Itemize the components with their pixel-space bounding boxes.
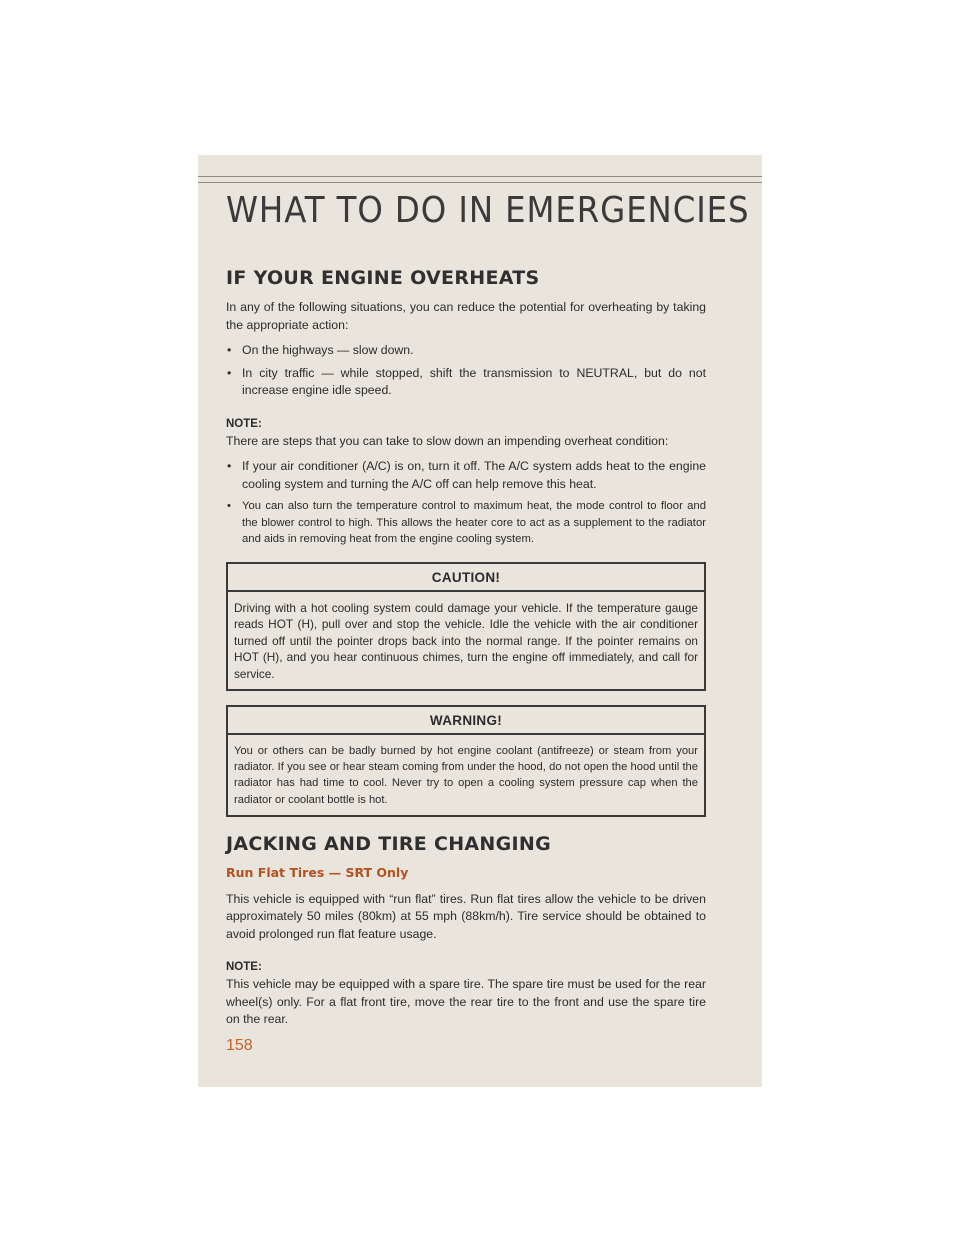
run-flat-paragraph: This vehicle is equipped with “run flat” tires. Run flat tires allow the vehicle to be driven approximately 50 miles (80km) at 55 mph (88km/h). Tire service should be obtained to avoid prolonged run flat feature usage. (226, 891, 706, 941)
list-item: • If your air conditioner (A/C) is on, turn it off. The A/C system adds heat to the engine cooling system and turning the A/C off can help remove this heat. (227, 459, 706, 491)
list-item: • On the highways — slow down. (227, 343, 414, 357)
manual-page (198, 155, 762, 1087)
warning-title: WARNING! (228, 707, 704, 735)
overheat-actions-list (226, 342, 706, 400)
header-rule-bottom (198, 182, 762, 183)
section-heading-overheats: IF YOUR ENGINE OVERHEATS (226, 267, 540, 289)
subheading-run-flat: Run Flat Tires — SRT Only (226, 864, 409, 880)
spare-tire-note: This vehicle may be equipped with a spare tire. The spare tire must be used for the rear wheel(s) only. For a flat front tire, move the rear tire to the front and use the spare tire on the rear. (226, 977, 706, 1027)
note-label: NOTE: (226, 417, 262, 430)
overheat-steps-list (226, 458, 706, 548)
page-number: 158 (226, 1037, 253, 1054)
section-heading-jacking: JACKING AND TIRE CHANGING (226, 832, 551, 855)
list-item: • You can also turn the temperature control to maximum heat, the mode control to floor and the blower control to high. This allows the heater core to act as a supplement to the radiator and aids in removing heat from the engine cooling system. (227, 500, 706, 545)
caution-text: Driving with a hot cooling system could damage your vehicle. If the temperature gauge reads HOT (H), pull over and stop the vehicle. Idle the vehicle with the air conditioner turned off until the pointer drops back into the normal range. If the pointer remains on HOT (H), and you hear continuous chimes, turn the engine off immediately, and call for service. (234, 600, 698, 681)
page-content (226, 267, 706, 1037)
header-rule-top (198, 176, 762, 177)
note-text: There are steps that you can take to slow down an impending overheat condition: (226, 433, 669, 448)
warning-box (226, 705, 706, 817)
warning-text: You or others can be badly burned by hot engine coolant (antifreeze) or steam from your radiator. If you see or hear steam coming from under the hood, do not open the hood until the radiator has had time to cool. Never try to open a cooling system pressure cap when the radiator or coolant bottle is hot. (234, 745, 698, 806)
list-item: • In city traffic — while stopped, shift the transmission to NEUTRAL, but do not increase engine idle speed. (227, 365, 706, 397)
overheat-intro: In any of the following situations, you can reduce the potential for overheating by taking the appropriate action: (226, 300, 706, 332)
caution-box (226, 562, 706, 692)
chapter-title: WHAT TO DO IN EMERGENCIES (226, 190, 750, 231)
caution-title: CAUTION! (228, 564, 704, 592)
note-label: NOTE: (226, 961, 262, 974)
